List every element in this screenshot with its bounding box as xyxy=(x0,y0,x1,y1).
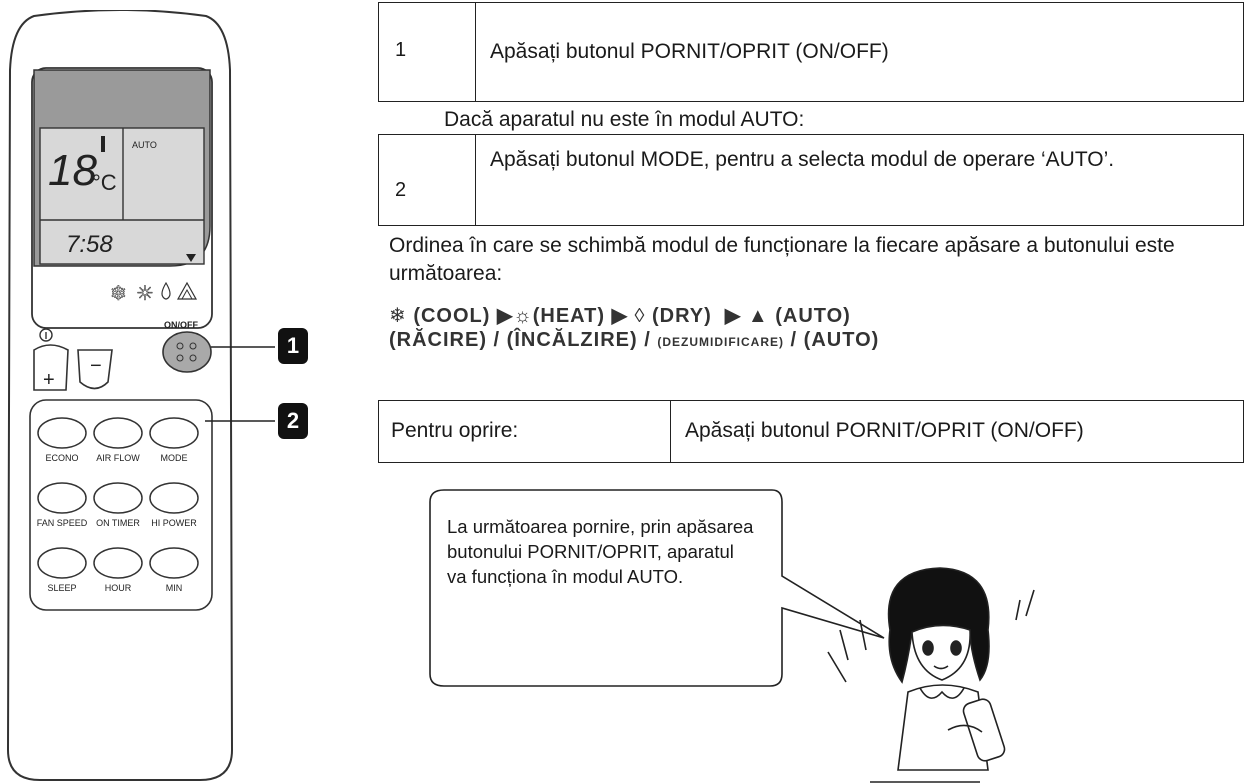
remote-button-on-timer[interactable] xyxy=(94,483,142,528)
slash: / xyxy=(790,329,798,351)
step-text: Apăsați butonul MODE, pentru a selecta modul de operare ‘AUTO’. xyxy=(490,148,1115,171)
girl-with-remote-illustration xyxy=(820,560,1050,784)
remote-button-label: HI POWER xyxy=(151,518,197,528)
stop-label: Pentru oprire: xyxy=(379,401,671,462)
step-2-box xyxy=(378,134,1244,226)
mode-heat: (HEAT) xyxy=(532,305,605,327)
lcd-unit: °C xyxy=(92,170,117,195)
remote-button-hi-power[interactable] xyxy=(150,483,198,528)
step-number xyxy=(379,3,476,101)
svg-text:−: − xyxy=(90,355,102,377)
mode-sequence-ro xyxy=(389,329,879,352)
remote-button-label: MODE xyxy=(160,453,188,463)
arrow-right-icon: ▶ xyxy=(724,305,742,327)
step-number xyxy=(379,135,476,225)
mode-auto: (AUTO) xyxy=(775,305,851,327)
mode-racire: (RĂCIRE) / xyxy=(389,329,501,351)
order-text: Ordinea în care se schimbă modul de funcționare la fiecare apăsare a butonului este următoarea: xyxy=(389,234,1175,285)
on-off-button[interactable] xyxy=(163,332,211,372)
step-1-box xyxy=(378,2,1244,102)
mode-incalzire: (ÎNCĂLZIRE) / xyxy=(506,329,651,351)
lcd-mode-indicator: AUTO xyxy=(132,140,157,150)
remote-button-label: AIR FLOW xyxy=(96,453,140,463)
step-number-text: 2 xyxy=(395,179,407,201)
mode-sequence xyxy=(389,303,851,328)
arrow-right-icon: ▶ xyxy=(611,305,628,327)
mode-cool: (COOL) xyxy=(413,305,491,327)
lcd-time: 7:58 xyxy=(66,231,113,258)
mode-dezumidificare: (DEZUMIDIFICARE) xyxy=(657,335,784,349)
temp-up-button[interactable] xyxy=(34,345,68,391)
stop-box xyxy=(378,400,1244,463)
remote-button-fan-speed[interactable] xyxy=(37,483,88,528)
sun-icon: ☼ xyxy=(513,305,533,327)
arrow-right-icon: ▶ xyxy=(496,305,514,327)
remote-button-label: FAN SPEED xyxy=(36,518,88,528)
lcd-temperature: 18 xyxy=(48,146,97,195)
svg-text:❄: ❄ xyxy=(110,281,127,305)
remote-button-air-flow[interactable] xyxy=(94,418,142,463)
stop-text: Apăsați butonul PORNIT/OPRIT (ON/OFF) xyxy=(685,419,1084,442)
remote-button-label: SLEEP xyxy=(47,583,77,593)
remote-button-label: ECONO xyxy=(45,453,79,463)
step-text: Apăsați butonul PORNIT/OPRIT (ON/OFF) xyxy=(490,40,889,63)
mode-dry: (DRY) xyxy=(651,305,712,327)
auto-icon: ▲ xyxy=(747,305,769,327)
remote-button-label: MIN xyxy=(165,583,183,593)
svg-text:+: + xyxy=(43,369,55,391)
pointer-lines xyxy=(205,320,285,450)
svg-text:☼: ☼ xyxy=(136,281,154,305)
snowflake-icon xyxy=(110,281,127,305)
drop-icon: ◊ xyxy=(634,305,646,327)
remote-button-label: HOUR xyxy=(104,583,132,593)
callout-text: La următoarea pornire, prin apăsarea butonului PORNIT/OPRIT, aparatul va funcționa în modul AUTO. xyxy=(447,516,754,587)
remote-control-illustration xyxy=(0,10,240,784)
snowflake-icon: ❄ xyxy=(389,305,407,327)
step-number-text: 1 xyxy=(395,39,407,61)
mode-auto-ro: (AUTO) xyxy=(803,329,880,351)
temp-down-button[interactable] xyxy=(78,350,112,389)
not-auto-note: Dacă aparatul nu este în modul AUTO: xyxy=(444,108,805,131)
remote-button-label: ON TIMER xyxy=(96,518,140,528)
marker-1: 1 xyxy=(278,328,308,364)
sun-icon xyxy=(136,281,154,305)
marker-2: 2 xyxy=(278,403,308,439)
on-off-label: ON/OFF xyxy=(164,320,198,330)
